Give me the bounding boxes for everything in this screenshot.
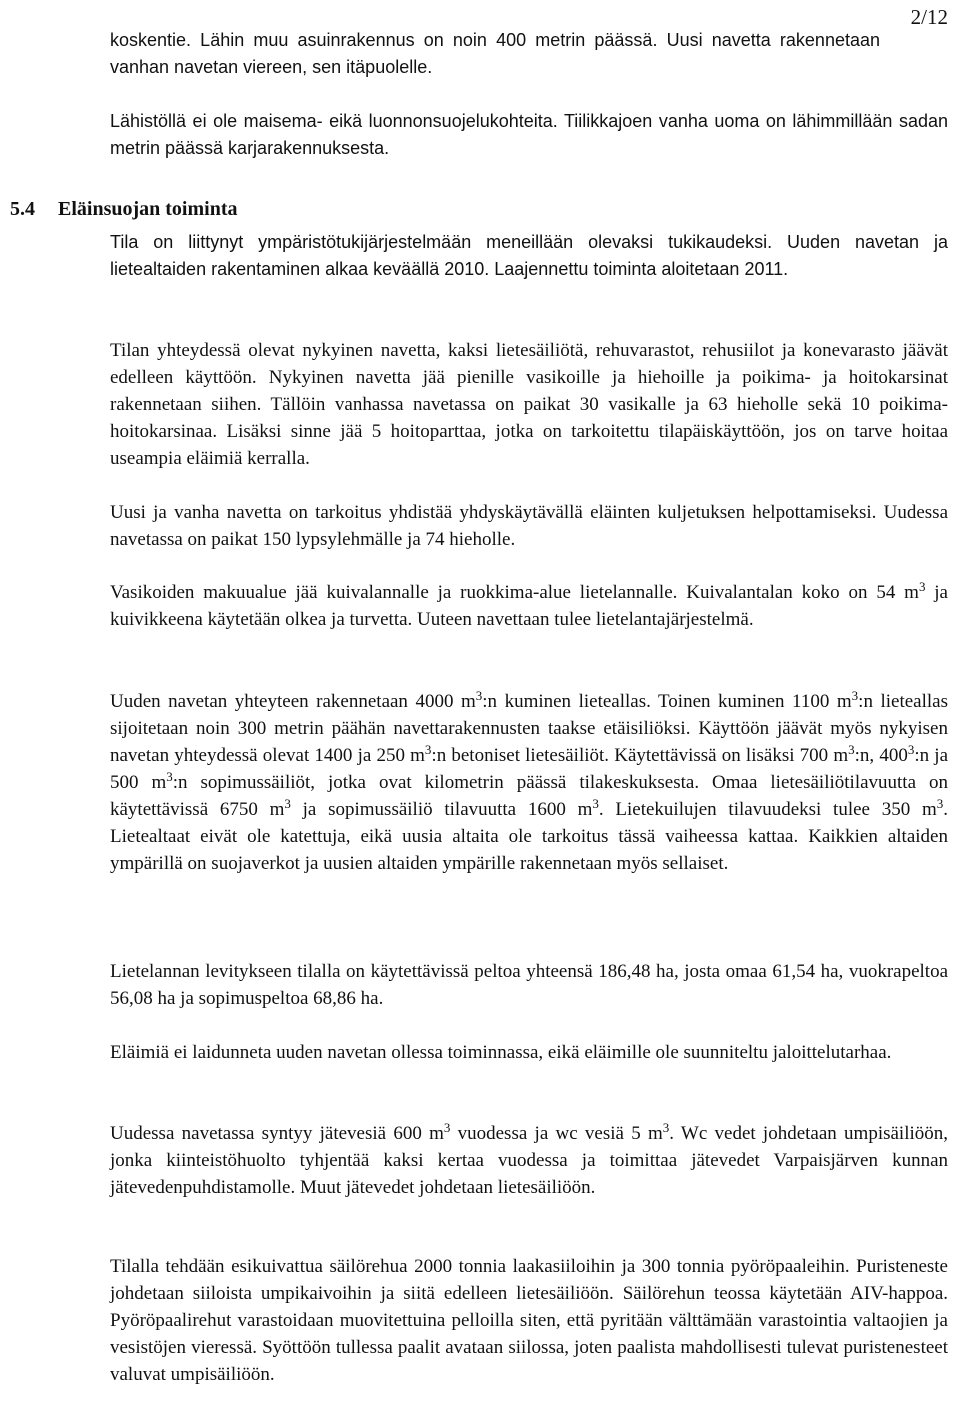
text-run: Uudessa navetassa syntyy jätevesiä 600 m (110, 1123, 444, 1144)
body-paragraph-4 (110, 579, 948, 633)
text-run: . Lietealtaat eivät ole katettuja, eikä uusia altaita ole tarkoitus tässä vaiheessa kattaa. Kaikkien altaiden ympärillä on suojaverkot ja uusien altaiden ympärille rakennetaan myös sellaiset. (110, 799, 948, 874)
text-run: :n betoniset lietesäiliöt. Käytettävissä on lisäksi 700 m (431, 745, 849, 766)
text-run: ja kuivikkeena käytetään olkea ja turvetta. Uuteen navettaan tulee lietelantajärjestelmä. (110, 582, 948, 630)
text-run: :n lieteallas sijoitetaan noin 300 metrin päähän navettarakennusten taakse etäisiliöksi. Käyttöön jäävät myös nykyisen navetan yhteydessä olevat 1400 ja 250 m (110, 691, 948, 766)
section-number: 5.4 (10, 198, 35, 220)
section-title: Eläinsuojan toiminta (58, 198, 238, 220)
text-run: vuodessa ja wc vesiä 5 m (450, 1123, 663, 1144)
superscript: 3 (592, 796, 599, 811)
superscript: 3 (284, 796, 291, 811)
superscript: 3 (166, 769, 173, 784)
text-run: . Wc vedet johdetaan umpisäiliöön, jonka kiinteistöhuolto tyhjentää kaksi kertaa vuodessa ja toimittaa jätevedet Varpaisjärven kunnan jätevedenpuhdistamolle. Muut jätevedet johdetaan lietesäiliöön. (110, 1123, 949, 1198)
superscript: 3 (662, 1120, 670, 1135)
superscript: 3 (851, 688, 859, 703)
text-run: :n, 400 (854, 745, 908, 766)
superscript: 3 (424, 742, 432, 757)
body-paragraph-2: Tilan yhteydessä olevat nykyinen navetta, kaksi lietesäiliötä, rehuvarastot, rehusiilot ja konevarasto jäävät edelleen käyttöön. Nykyinen navetta jää pienille vasikoille ja hiehoille ja poikima- ja hoitokarsinat rakennetaan siihen. Tällöin vanhassa navetassa on paikat 30 vasikalle ja 63 hieholle sekä 10 poikima-hoitokarsinaa. Lisäksi sinne jää 5 hoitoparttaa, jotka on tarkoitettu tilapäiskäyttöön, jos on tarve hoitaa useampia eläimiä kerralla. (110, 340, 948, 469)
section-heading (10, 196, 237, 223)
text-run: :n sopimussäiliöt, jotka ovat kilometrin päässä tilakeskuksesta. Omaa lietesäiliötilavuutta on käytettävissä 6750 m (110, 772, 948, 820)
body-paragraph-7: Eläimiä ei laidunneta uuden navetan ollessa toiminnassa, eikä eläimille ole suunniteltu jaloittelutarhaa. (110, 1042, 892, 1063)
page-number: 2/12 (910, 5, 948, 29)
text-run: . Lietekuilujen tilavuudeksi tulee 350 m (598, 799, 937, 820)
body-paragraph-1: Tila on liittynyt ympäristötukijärjestelmään meneillään olevaksi tukikaudeksi. Uuden navetan ja lietealtaiden rakentaminen alkaa keväällä 2010. Laajennettu toiminta aloitetaan 2011. (110, 232, 948, 279)
body-paragraph-6: Lietelannan levitykseen tilalla on käytettävissä peltoa yhteensä 186,48 ha, josta omaa 61,54 ha, vuokrapeltoa 56,08 ha ja sopimuspeltoa 68,86 ha. (110, 961, 948, 1009)
superscript: 3 (443, 1120, 451, 1135)
superscript: 3 (475, 688, 483, 703)
intro-paragraph-1: koskentie. Lähin muu asuinrakennus on noin 400 metrin päässä. Uusi navetta rakennetaan vanhan navetan viereen, sen itäpuolelle. (110, 30, 880, 77)
text-run: :n kuminen lieteallas. Toinen kuminen 1100 m (482, 691, 852, 712)
body-paragraph-5 (110, 688, 948, 877)
superscript: 3 (918, 579, 926, 594)
text-run: :n ja 500 m (110, 745, 949, 793)
body-paragraph-3: Uusi ja vanha navetta on tarkoitus yhdistää yhdyskäytävällä eläinten kuljetuksen helpottamiseksi. Uudessa navetassa on paikat 150 lypsylehmälle ja 74 hieholle. (110, 502, 948, 550)
body-paragraph-8 (110, 1120, 948, 1201)
intro-paragraph-2: Lähistöllä ei ole maisema- eikä luonnonsuojelukohteita. Tiilikkajoen vanha uoma on lähimmillään sadan metrin päässä karjarakennuksesta. (110, 111, 948, 158)
body-paragraph-9: Tilalla tehdään esikuivattua säilörehua 2000 tonnia laakasiiloihin ja 300 tonnia pyöröpaaleihin. Puristeneste johdetaan siiloista umpikaivoihin ja siitä edelleen lietesäiliöön. Säilörehun teossa käytetään AIV-happoa. Pyöröpaalirehut varastoidaan muovitettuina pelloilla siten, että pyritään välttämään varastointia valtaojien ja vesistöjen vieressä. Syöttöön tullessa paalit avataan siilossa, joten paalista mahdollisesti tulevat puristenesteet valuvat umpisäiliöön. (110, 1256, 948, 1385)
superscript: 3 (907, 742, 915, 757)
text-run: Uuden navetan yhteyteen rakennetaan 4000 m (110, 691, 476, 712)
text-run: Vasikoiden makuualue jää kuivalannalle ja ruokkima-alue lietelannalle. Kuivalantalan koko on 54 m (110, 582, 919, 603)
superscript: 3 (936, 796, 944, 811)
superscript: 3 (848, 742, 855, 757)
text-run: ja sopimussäiliö tilavuutta 1600 m (290, 799, 593, 820)
